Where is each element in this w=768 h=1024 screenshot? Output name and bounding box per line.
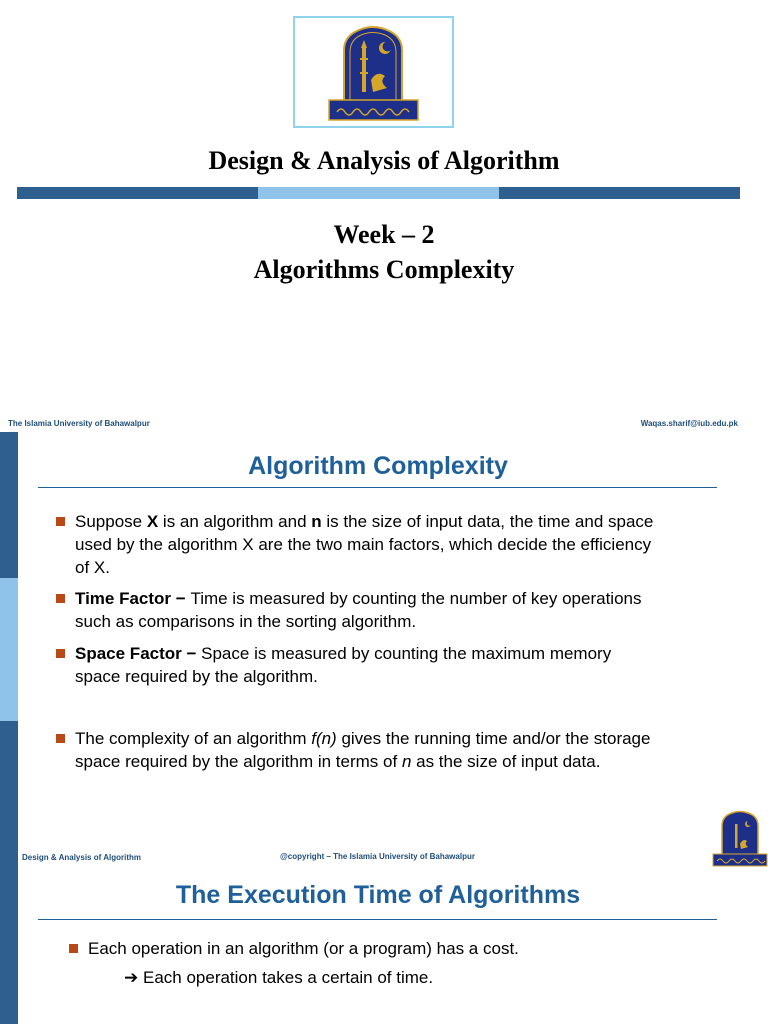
title-divider-bar xyxy=(17,187,740,199)
footer-course: Design & Analysis of Algorithm xyxy=(22,853,141,862)
topic-title: Algorithms Complexity xyxy=(253,255,515,284)
bullet-complexity: The complexity of an algorithm f(n) gives the running time and/or the storage space required by the algorithm in terms of n as the size of input data. xyxy=(75,727,655,773)
week-label: Week – 2 xyxy=(333,220,435,249)
mosque-crest-icon xyxy=(295,18,452,126)
bullet-suppose: Suppose X is an algorithm and n is the size of input data, the time and space used by the algorithm X are the two main factors, which decide the efficiency of X. xyxy=(75,512,654,577)
course-title: Design & Analysis of Algorithm xyxy=(208,146,560,175)
sub-bullet-operation-time: ➔ Each operation takes a certain of time. xyxy=(124,968,434,987)
arrow-right-icon: ➔ xyxy=(124,968,139,987)
footer-university: The Islamia University of Bahawalpur xyxy=(8,419,150,428)
bullet-space-factor: Space Factor − Space is measured by counting the maximum memory space required by the algorithm. xyxy=(75,642,655,688)
footer-copyright: @copyright – The Islamia University of Bahawalpur xyxy=(280,852,475,861)
bullet-operation-cost: Each operation in an algorithm (or a program) has a cost. xyxy=(88,937,688,960)
small-crest-icon xyxy=(712,810,768,868)
accent-strip-dark xyxy=(0,721,18,867)
heading-rule xyxy=(38,487,717,488)
heading-rule xyxy=(38,919,717,920)
slide-heading-execution: The Execution Time of Algorithms xyxy=(175,881,581,909)
accent-strip-dark xyxy=(0,432,18,578)
footer-email: Waqas.sharif@iub.edu.pk xyxy=(640,419,738,428)
accent-strip-dark xyxy=(0,867,18,1024)
bullet-time-factor: Time Factor − Time is measured by counting the number of key operations such as comparisons in the sorting algorithm. xyxy=(75,587,655,633)
university-logo xyxy=(293,16,454,128)
slide-heading: Algorithm Complexity xyxy=(248,452,508,480)
accent-strip-light xyxy=(0,578,18,721)
